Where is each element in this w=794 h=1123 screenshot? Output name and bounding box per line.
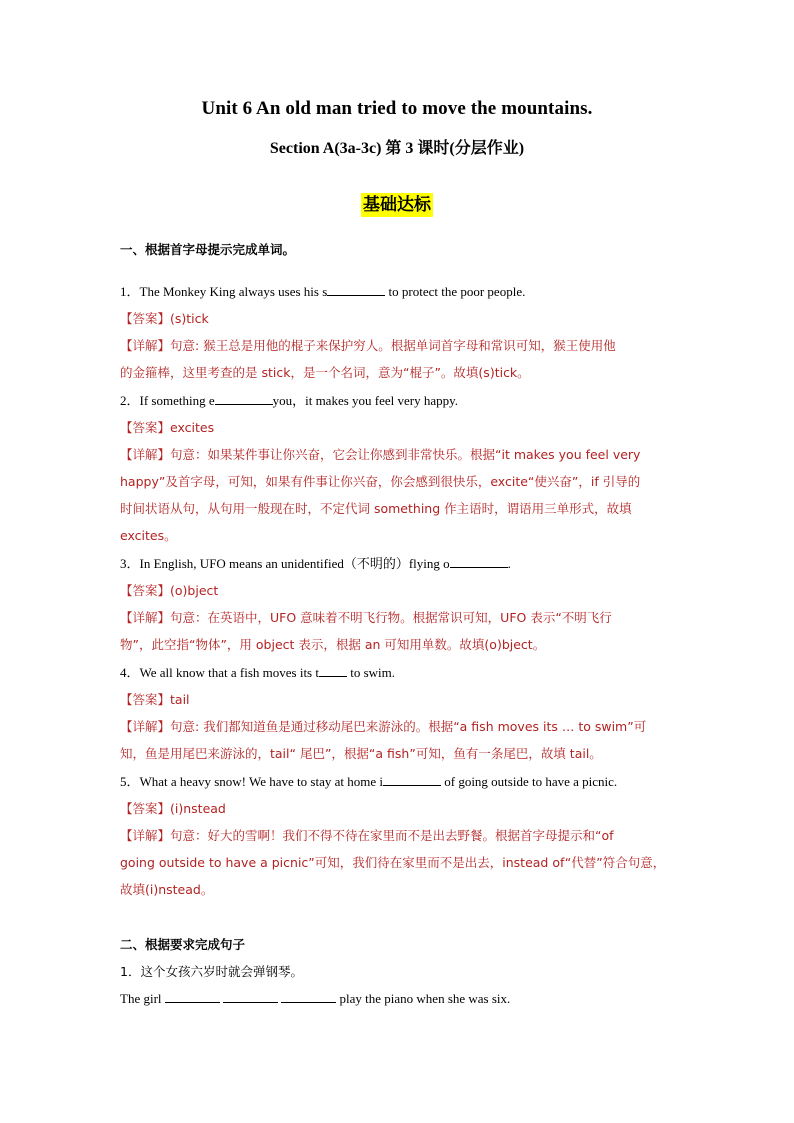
answer-text: excites <box>170 420 215 435</box>
explanation-5-line-2: going outside to have a picnic”可知，我们待在家里而不是出去，instead of“代替”符合句意， <box>120 855 666 870</box>
explanation-3-line-2: 物”，此空指“物体”，用 object 表示，根据 an 可知用单数。故填(o)bject。 <box>120 637 546 652</box>
section-heading-1: 一、根据首字母提示完成单词。 <box>120 242 296 257</box>
section-heading-2: 二、根据要求完成句子 <box>120 937 246 952</box>
explanation-5-line-3: 故填(i)nstead。 <box>120 882 214 897</box>
explanation-text: 句意: 猴王总是用他的棍子来保护穷人。根据单词首字母和常识可知，猴王使用他 <box>170 338 616 353</box>
question-text: to protect the poor people. <box>385 284 526 299</box>
answer-tag: 【答案】 <box>120 583 171 598</box>
explanation-text: 句意：如果某件事让你兴奋，它会让你感到非常快乐。根据“it makes you feel very <box>170 447 641 462</box>
question-1 <box>120 283 680 301</box>
question-2-1-prompt: 1．这个女孩六岁时就会弹钢琴。 <box>120 964 303 979</box>
answer-blank <box>215 393 273 405</box>
explanation-tag: 【详解】 <box>120 447 171 462</box>
answer-1 <box>120 310 680 328</box>
question-text: play the piano when she was six. <box>336 991 511 1006</box>
page-title: Unit 6 An old man tried to move the mountains. <box>201 98 593 119</box>
answer-3 <box>120 582 680 600</box>
explanation-tag: 【详解】 <box>120 610 171 625</box>
explanation-4-line-2: 知，鱼是用尾巴来游泳的，tail“ 尾巴”，根据“a fish”可知，鱼有一条尾巴，故填 tail。 <box>120 746 602 761</box>
question-text: 3．In English, UFO means an unidentified（不明的）flying o <box>120 556 450 571</box>
answer-blank <box>383 774 441 786</box>
answer-text: tail <box>170 692 190 707</box>
explanation-2-line-2: happy”及首字母，可知，如果有件事让你兴奋，你会感到很快乐，excite“使兴奋”，if 引导的 <box>120 474 641 489</box>
question-text: 1．The Monkey King always uses his s <box>120 284 328 299</box>
explanation-1-line-2: 的金箍棒，这里考查的是 stick，是一个名词，意为“棍子”。故填(s)tick。 <box>120 365 530 380</box>
answer-4 <box>120 691 680 709</box>
question-4 <box>120 664 680 682</box>
question-5 <box>120 773 680 791</box>
level-label: 基础达标 <box>363 195 431 215</box>
answer-tag: 【答案】 <box>120 420 171 435</box>
question-text: you，it makes you feel very happy. <box>272 393 459 408</box>
answer-blank <box>165 991 220 1003</box>
explanation-text: 句意: 我们都知道鱼是通过移动尾巴来游泳的。根据“a fish moves its … to swim”可 <box>170 719 647 734</box>
explanation-tag: 【详解】 <box>120 719 171 734</box>
level-banner <box>0 193 794 217</box>
page-subtitle: Section A(3a-3c) 第 3 课时(分层作业) <box>269 140 525 157</box>
explanation-3-line-1 <box>120 609 680 627</box>
question-text: of going outside to have a picnic. <box>440 774 618 789</box>
question-text: 2．If something e <box>120 393 215 408</box>
explanation-text: 句意：好大的雪啊！我们不得不待在家里而不是出去野餐。根据首字母提示和“of <box>170 828 614 843</box>
answer-tag: 【答案】 <box>120 801 171 816</box>
question-2-1 <box>120 990 680 1008</box>
answer-blank <box>327 284 385 296</box>
answer-blank <box>281 991 336 1003</box>
explanation-2-line-3: 时间状语从句，从句用一般现在时，不定代词 something 作主语时，谓语用三单形式，故填 <box>120 501 632 516</box>
answer-tag: 【答案】 <box>120 692 171 707</box>
question-text: to swim. <box>346 665 396 680</box>
explanation-text: 句意：在英语中，UFO 意味着不明飞行物。根据常识可知，UFO 表示“不明飞行 <box>170 610 612 625</box>
answer-blank <box>450 556 508 568</box>
answer-text: (s)tick <box>170 311 209 326</box>
explanation-tag: 【详解】 <box>120 828 171 843</box>
question-3 <box>120 555 680 573</box>
question-text: 4．We all know that a fish moves its t <box>120 665 319 680</box>
question-2 <box>120 392 680 410</box>
answer-tag: 【答案】 <box>120 311 171 326</box>
answer-text: (o)bject <box>170 583 219 598</box>
explanation-5-line-1 <box>120 827 680 845</box>
explanation-2-line-1 <box>120 446 680 464</box>
answer-2 <box>120 419 680 437</box>
answer-blank <box>319 665 347 677</box>
explanation-2-line-4: excites。 <box>120 528 177 543</box>
question-text: The girl <box>120 991 165 1006</box>
question-text: 5．What a heavy snow! We have to stay at home i <box>120 774 383 789</box>
answer-blank <box>223 991 278 1003</box>
answer-5 <box>120 800 680 818</box>
answer-text: (i)nstead <box>170 801 226 816</box>
question-text: . <box>507 556 511 571</box>
explanation-1-line-1 <box>120 337 680 355</box>
explanation-tag: 【详解】 <box>120 338 171 353</box>
explanation-4-line-1 <box>120 718 680 736</box>
